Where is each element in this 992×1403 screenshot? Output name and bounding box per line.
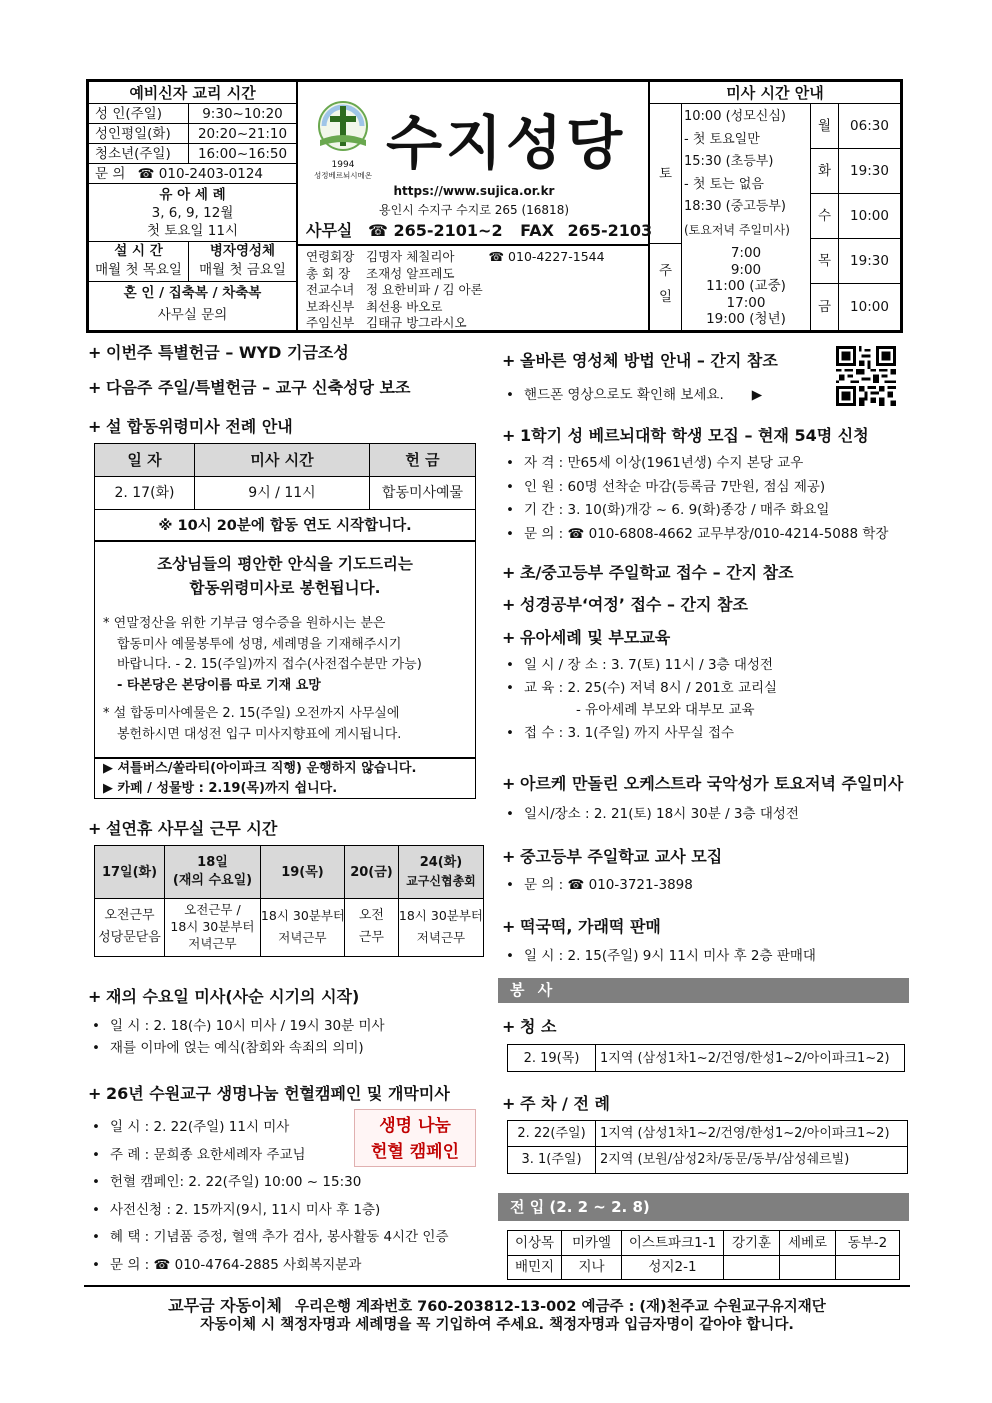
heading-text: 초/중고등부 주일학교 접수 – 간지 참조 (520, 563, 794, 582)
weekday: 화 (811, 149, 839, 193)
sun-lines (682, 245, 810, 328)
sat-line: - 첫 토요일만 (684, 131, 760, 147)
sun-line: 9:00 (730, 261, 762, 278)
move-in-cell: 미카엘 (562, 1231, 622, 1255)
move-in-cell: 지나 (562, 1256, 622, 1280)
sat-line: 15:30 (초등부) (684, 154, 774, 169)
staff-name: 김명자 체칠리아 (366, 249, 455, 264)
fax-number: 265-2103 (567, 221, 653, 240)
heading-ash-wednesday (88, 984, 359, 1007)
staff-list (298, 244, 648, 330)
heading-text: 재의 수요일 미사(사순 시기의 시작) (106, 987, 360, 1006)
wedding-title: 혼 인 / 집축복 / 차축복 (123, 285, 262, 301)
heading-arche-orchestra (502, 771, 903, 794)
memorial-cell: 합동미사예물 (381, 485, 464, 501)
plus-icon: + (502, 1017, 516, 1036)
parish-logo (310, 100, 376, 180)
blood-list (88, 1114, 449, 1279)
catechism-time: 9:30~10:20 (202, 106, 283, 122)
cleaning-date: 2. 19(목) (508, 1045, 596, 1071)
memorial-header: 미사 시간 (195, 444, 370, 476)
memorial-prayer: 조상님들의 평안한 안식을 기도드리는 (157, 555, 413, 573)
plus-icon: + (502, 1094, 516, 1113)
infant-months: 3, 6, 9, 12월 (151, 205, 234, 221)
move-in-table (507, 1230, 900, 1280)
catechism-label: 성인평일(화) (89, 124, 189, 143)
memorial-para: * 연말정산을 위한 기부금 영수증을 원하시는 분은 (103, 616, 386, 631)
office-phone: 265-2101~2 (393, 221, 503, 240)
holiday-header: 17일(화) (95, 846, 165, 898)
heading-special-offering (88, 340, 349, 363)
list-item: • 기 간 : 3. 10(화)개강 ~ 6. 9(화)종강 / 매주 화요일 (502, 499, 888, 523)
sat-line: (토요저녁 주일미사) (684, 222, 790, 237)
staff-role: 총 회 장 (306, 265, 351, 281)
memorial-cell: 9시 / 11시 (195, 477, 370, 509)
plus-icon: + (88, 987, 102, 1006)
plus-icon: + (502, 426, 516, 445)
holiday-cell: 저녁근무 (188, 936, 237, 951)
parish-address: 용인시 수지구 수지로 265 (16818) (378, 203, 570, 217)
heading-communion-guide (502, 348, 778, 371)
weekday-time: 19:30 (850, 253, 889, 269)
move-in-cell (836, 1256, 899, 1280)
holiday-cell: 오전 (358, 908, 384, 923)
memorial-header: 헌 금 (405, 451, 440, 469)
holiday-cell: 저녁근무 (416, 930, 466, 945)
list-item: • 일 시 : 2. 15(주일) 9시 11시 미사 후 2층 판매대 (502, 944, 816, 964)
parish-url: https://www.sujica.or.kr (393, 184, 555, 198)
footer-divider (84, 1285, 910, 1287)
heading-text: 올바른 영성체 방법 안내 – 간지 참조 (520, 351, 778, 370)
heading-sunday-school (502, 560, 794, 583)
weekday-time: 19:30 (850, 163, 889, 179)
list-item: • 일 시 : 2. 18(수) 10시 미사 / 19시 30분 미사 (88, 1015, 385, 1037)
footer-account: 우리은행 계좌번호 760-203812-13-002 예금주 : (재)천주교 수원교구유지재단 (295, 1299, 826, 1315)
infant-when: 첫 토요일 11시 (147, 223, 238, 239)
homily-when: 매월 첫 목요일 (95, 262, 182, 278)
parking-table (507, 1120, 908, 1174)
sun-line: 19:00 (청년) (706, 311, 786, 327)
list-item: • 문 의 : ☎ 010-3721-3898 (502, 873, 693, 893)
catechism-label: 성 인(주일) (89, 104, 189, 123)
visit-title: 병자영성체 (209, 243, 276, 259)
list-item-continuation: - 유아세례 부모와 대부모 교육 (576, 702, 755, 718)
holiday-header: 20(금) (345, 846, 399, 898)
wedding-when: 사무실 문의 (157, 307, 228, 323)
move-in-cell (724, 1256, 780, 1280)
heading-text: 떡국떡, 가래떡 판매 (520, 917, 661, 936)
heading-infant-baptism (502, 625, 670, 648)
sun-line: 17:00 (726, 294, 766, 311)
heading-text: 26년 수원교구 생명나눔 헌혈캠페인 및 개막미사 (106, 1084, 450, 1103)
list-item: • 인 원 : 60명 선착순 마감(등록금 7만원, 점심 제공) (502, 476, 888, 500)
staff-role: 주임신부 (306, 315, 355, 330)
list-item: • 문 의 : ☎ 010-4764-2885 사회복지분과 (88, 1252, 449, 1280)
phone-icon: ☎ (137, 166, 155, 182)
heading-parking (502, 1091, 610, 1114)
holiday-subheader: (재의 수요일) (172, 873, 253, 888)
phone-icon: ☎ (488, 249, 509, 264)
plus-icon: + (502, 774, 516, 793)
plus-icon: + (88, 378, 102, 397)
heading-text: 다음주 주일/특별헌금 – 교구 신축성당 보조 (106, 378, 411, 397)
plus-icon: + (502, 628, 516, 647)
parish-panel (298, 82, 653, 330)
footer-line-2: 자동이체 시 책정자명과 세례명을 꼭 기입하여 주세요. 책정자명과 입금자명이 같아야 합니다. (200, 1317, 794, 1333)
heading-rice-cake (502, 914, 661, 937)
infant-title: 유 아 세 례 (159, 187, 226, 203)
plus-icon: + (502, 847, 516, 866)
play-arrow-icon: ▶ (751, 387, 763, 403)
heading-text: 유아세례 및 부모교육 (520, 628, 671, 647)
memorial-notice: ▶ 카페 / 성물방 : 2.19(목)까지 쉽니다. (103, 781, 338, 796)
weekday: 수 (811, 194, 839, 238)
ash-list (88, 1015, 385, 1059)
heading-teacher-recruit (502, 844, 722, 867)
heading-text: 청 소 (520, 1017, 557, 1036)
heading-text: 1학기 성 베르뇌대학 학생 모집 – 현재 54명 신청 (520, 426, 869, 445)
holiday-table (94, 845, 484, 957)
weekday-time: 10:00 (850, 208, 889, 224)
staff-name: 정 요한비파 / 김 아론 (366, 282, 483, 297)
weekday: 목 (811, 239, 839, 283)
infant-list (502, 654, 777, 744)
phone-icon: ☎ (367, 221, 388, 240)
plus-icon: + (502, 563, 516, 582)
heading-text: 설 합동위령미사 전례 안내 (106, 417, 293, 436)
memorial-para: 합동미사 예물봉투에 성명, 세례명을 기재해주시기 (117, 636, 402, 652)
memorial-box (94, 443, 476, 799)
heading-holiday-office (88, 816, 277, 839)
weekday: 금 (811, 284, 839, 330)
catechism-title: 예비신자 교리 시간 (89, 82, 296, 104)
move-in-cell: 배민지 (508, 1256, 562, 1280)
sat-line: - 첫 토는 없음 (684, 176, 764, 192)
memorial-notices (95, 757, 475, 799)
staff-name: 김태규 방그라시오 (366, 315, 467, 330)
sat-label: 토 (650, 104, 682, 244)
heading-blood-campaign (88, 1081, 450, 1104)
list-item: • 자 격 : 만65세 이상(1961년생) 수지 본당 교우 (502, 452, 888, 476)
plus-icon: + (88, 343, 102, 362)
mass-title: 미사 시간 안내 (650, 82, 900, 104)
move-in-cell (780, 1256, 836, 1280)
logo-caption: 성정베르뇌시메온 (314, 171, 372, 180)
heading-memorial-mass (88, 414, 293, 437)
cleaning-table (507, 1044, 905, 1072)
sun-label: 주일 (650, 244, 682, 330)
blood-badge-line: 생명 나눔 (379, 1116, 451, 1136)
staff-role: 연령회장 (306, 249, 355, 264)
move-in-cell: 이상목 (508, 1231, 562, 1255)
plus-icon: + (88, 417, 102, 436)
list-item: • 일 시 / 장 소 : 3. 7(토) 11시 / 3층 대성전 (502, 654, 777, 677)
plus-icon: + (502, 917, 516, 936)
parking-area: 1지역 (삼성1차1~2/건영/한성1~2/아이파크1~2) (600, 1126, 890, 1141)
visit-when: 매월 첫 금요일 (199, 262, 286, 278)
list-item: • 일 시 : 2. 22(주일) 11시 미사 (88, 1114, 449, 1142)
infant-box (89, 184, 296, 242)
staff-role: 보좌신부 (306, 298, 355, 314)
memorial-para: 바랍니다. - 2. 15(주일)까지 접수(사전접수분만 가능) (117, 657, 422, 672)
holiday-cell: 근무 (358, 930, 384, 945)
logo-year: 1994 (331, 160, 355, 170)
move-in-bar: 전 입 (2. 2 ~ 2. 8) (498, 1193, 909, 1221)
parish-name: 수지성당 (386, 109, 627, 177)
memorial-notice: ▶ 셔틀버스/쏠라티(아이파크 직행) 운행하지 않습니다. (103, 761, 417, 776)
contact-phone: 010-2403-0124 (158, 166, 264, 182)
memorial-para: 봉헌하시면 대성전 입구 미사지향표에 게시됩니다. (117, 726, 402, 742)
staff-role: 전교수녀 (306, 282, 355, 297)
move-in-cell: 동부-2 (847, 1235, 888, 1251)
holiday-cell: 저녁근무 (278, 930, 327, 945)
mass-panel (650, 82, 900, 330)
catechism-time: 16:00~16:50 (197, 146, 288, 162)
heading-text: 아르케 만돌린 오케스트라 국악성가 토요저녁 주일미사 (520, 774, 904, 793)
list-item: • 헌혈 캠페인: 2. 22(주일) 10:00 ~ 15:30 (88, 1169, 449, 1197)
contact-label: 문 의 (95, 166, 126, 182)
homily-title: 설 시 간 (114, 243, 163, 259)
list-item (502, 383, 762, 403)
staff-name: 최선용 바오로 (366, 298, 443, 314)
heading-text: 중고등부 주일학교 교사 모집 (520, 847, 723, 866)
list-item: • 주 례 : 문희종 요한세례자 주교님 (88, 1142, 449, 1170)
fax-label: FAX (520, 221, 554, 240)
holiday-cell: 오전근무 / (184, 902, 241, 917)
weekday: 월 (811, 104, 839, 148)
list-item: • 접 수 : 3. 1(주일) 까지 사무실 접수 (502, 722, 777, 745)
parking-date: 3. 1(주일) (508, 1147, 596, 1173)
holiday-cell: 18시 30분부터 (170, 919, 255, 934)
heading-text: 이번주 특별헌금 – WYD 기금조성 (106, 343, 349, 362)
plus-icon: + (88, 819, 102, 838)
heading-text: 주 차 / 전 례 (520, 1094, 610, 1113)
heading-text: 성경공부‘여정’ 접수 – 간지 참조 (520, 595, 748, 614)
sun-line: 7:00 (730, 245, 762, 261)
weekday-table (810, 104, 900, 330)
list-item: • 사전신청 : 2. 15까지(9시, 11시 미사 후 1층) (88, 1197, 449, 1225)
move-in-cell: 성지2-1 (622, 1256, 724, 1280)
holiday-subheader: 교구신협총회 (406, 874, 476, 888)
office-label: 사무실 (306, 221, 353, 240)
memorial-para: - 타본당은 본당이름 따로 기재 요망 (117, 677, 321, 693)
qr-code-icon[interactable] (836, 346, 896, 406)
university-list (502, 452, 888, 546)
catechism-time: 20:20~21:10 (197, 126, 288, 142)
footer-autopay-title: 교무금 자동이체 (168, 1296, 282, 1315)
holiday-cell: 오전근무 (104, 908, 155, 923)
weekday-time: 10:00 (850, 299, 889, 315)
list-item: • 일시/장소 : 2. 21(토) 18시 30분 / 3층 대성전 (502, 802, 799, 822)
list-item: • 혜 택 : 기념품 증정, 혈액 추가 검사, 봉사활동 4시간 인증 (88, 1224, 449, 1252)
plus-icon: + (502, 595, 516, 614)
weekday-time: 06:30 (850, 118, 889, 134)
parking-area: 2지역 (보원/삼성2차/동문/동부/삼성쉐르빌) (600, 1152, 850, 1167)
staff-name: 조재성 알프레도 (366, 265, 455, 281)
heading-text: 설연휴 사무실 근무 시간 (106, 819, 278, 838)
list-item: • 문 의 : ☎ 010-6808-4662 교무부장/010-4214-5088 학장 (502, 523, 888, 547)
memorial-header: 일 자 (95, 444, 195, 476)
heading-university (502, 423, 869, 446)
service-bar: 봉 사 (498, 978, 909, 1003)
catechism-label: 청소년(주일) (89, 144, 189, 163)
memorial-prayer: 합동위령미사로 봉헌됩니다. (189, 579, 381, 597)
holiday-cell: 18시 30분부터 (398, 908, 483, 923)
communion-video-text: 핸드폰 영상으로도 확인해 보세요. (524, 387, 724, 403)
staff-phone: 010-4227-1544 (508, 249, 605, 264)
holiday-header: 19(목) (261, 846, 345, 898)
move-in-cell: 세베로 (780, 1231, 836, 1255)
sat-line: 18:30 (중고등부) (684, 199, 786, 214)
heading-cleaning (502, 1014, 556, 1037)
holiday-cell: 18시 30분부터 (260, 908, 346, 923)
move-in-cell: 이스트파크1-1 (622, 1231, 724, 1255)
heading-bible-study (502, 592, 748, 615)
list-item: • 교 육 : 2. 25(수) 저녁 8시 / 201호 교리실 (502, 677, 777, 700)
holiday-header: 24(화) (419, 855, 463, 870)
sat-line: 10:00 (성모신심) (684, 109, 786, 124)
move-in-cell: 강기훈 (724, 1231, 780, 1255)
sun-line: 11:00 (교중) (706, 278, 786, 294)
list-item: • 재를 이마에 얹는 예식(참회와 속죄의 의미) (88, 1037, 385, 1059)
plus-icon: + (502, 351, 516, 370)
catechism-panel (89, 82, 298, 330)
parking-date: 2. 22(주일) (508, 1121, 596, 1146)
holiday-cell: 성당문닫음 (98, 930, 161, 945)
plus-icon: + (88, 1084, 102, 1103)
memorial-cell: 2. 17(화) (95, 477, 195, 509)
holiday-header: 18일 (197, 855, 228, 870)
sat-lines (682, 106, 810, 241)
heading-next-offering (88, 375, 410, 398)
memorial-para: * 설 합동미사예물은 2. 15(주일) 오전까지 사무실에 (103, 706, 400, 721)
cleaning-area: 1지역 (삼성1차1~2/건영/한성1~2/아이파크1~2) (600, 1051, 890, 1066)
blood-badge-line: 헌혈 캠페인 (370, 1142, 460, 1162)
memorial-note: ※ 10시 20분에 합동 연도 시작합니다. (95, 510, 475, 542)
